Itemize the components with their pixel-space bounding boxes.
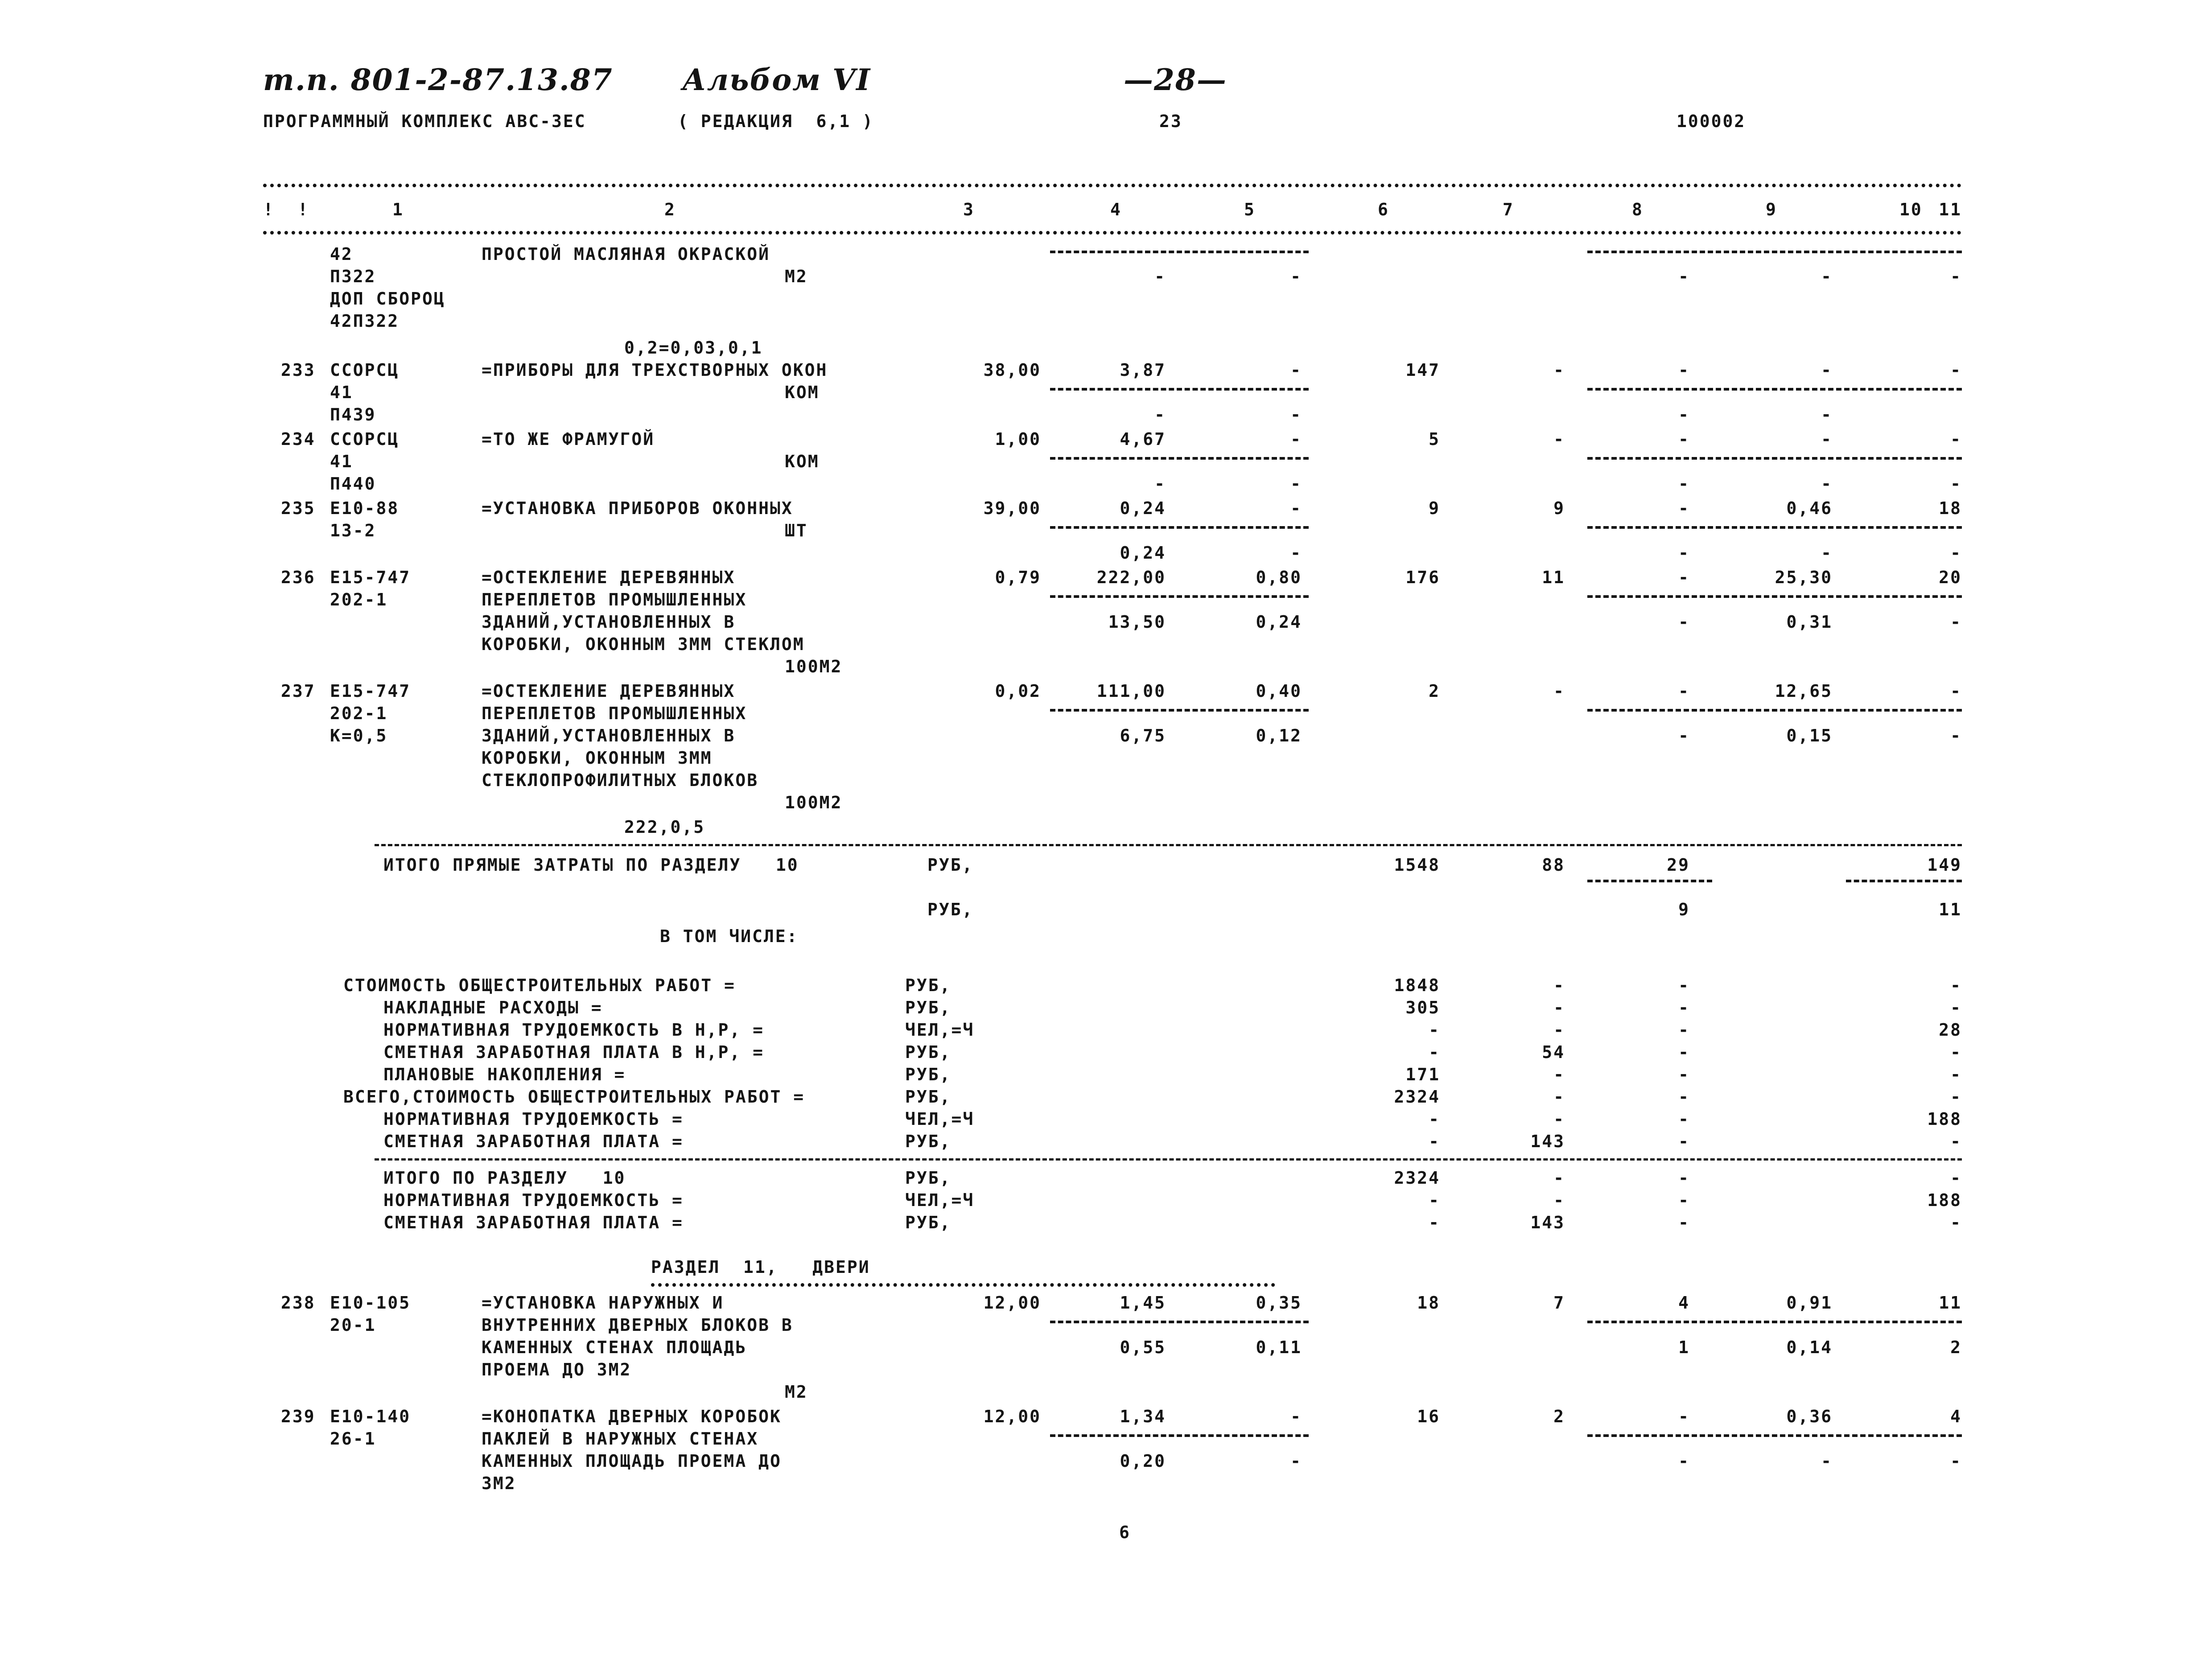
cell-c5: 1,45	[1120, 1293, 1166, 1313]
cell-c8: 143	[1530, 1132, 1565, 1151]
rule	[1587, 388, 1962, 391]
cell-c7: 16	[1417, 1407, 1440, 1426]
item-name: ПАКЛЕЙ В НАРУЖНЫХ СТЕНАХ	[482, 1429, 759, 1449]
cell-c5: 1,34	[1120, 1407, 1166, 1426]
item-name: КАМЕННЫХ ПЛОЩАДЬ ПРОЕМА ДО	[482, 1451, 782, 1471]
cell-c5b: 13,50	[1108, 612, 1166, 632]
cell-c11b: -	[1950, 543, 1962, 563]
cell-c11: -	[1950, 1065, 1962, 1084]
cell-c5b: 0,24	[1120, 543, 1166, 563]
cell-c6b: 0,24	[1256, 612, 1302, 632]
item-number: 239	[281, 1407, 316, 1426]
item-unit: 100М2	[785, 793, 843, 812]
item-code: Е15-747	[330, 681, 411, 701]
cell-c9: -	[1678, 1213, 1690, 1232]
item-code: 41	[330, 383, 353, 402]
cell-c9b: -	[1678, 726, 1690, 745]
item-code: 13-2	[330, 521, 376, 540]
item-number: 233	[281, 360, 316, 380]
cell-c9: 4	[1678, 1293, 1690, 1313]
cell-c9: -	[1678, 1065, 1690, 1084]
breakdown-label: ВСЕГО,СТОИМОСТЬ ОБЩЕСТРОИТЕЛЬНЫХ РАБОТ =	[343, 1087, 805, 1107]
cell-c11: 188	[1927, 1190, 1962, 1210]
total-direct-unit: РУБ,	[927, 900, 974, 919]
cell-c7: 305	[1405, 998, 1440, 1017]
item-code: Е10-88	[330, 498, 400, 518]
item-number: 236	[281, 568, 316, 587]
cell-c7: 176	[1405, 568, 1440, 587]
cell-c7: 147	[1405, 360, 1440, 380]
item-unit: ШТ	[785, 521, 808, 540]
cell-c10: 0,91	[1786, 1293, 1833, 1313]
cell-c8: -	[1553, 681, 1565, 701]
cell-c11: -	[1950, 998, 1962, 1017]
cell-c11: -	[1950, 429, 1962, 449]
rule	[1587, 251, 1962, 253]
cell-c9b: -	[1678, 1451, 1690, 1471]
cell-c9: -	[1678, 1407, 1690, 1426]
cell-c9: -	[1678, 360, 1690, 380]
rule	[375, 1158, 1962, 1161]
cell-c7: -	[1429, 1132, 1440, 1151]
cell-c11b: 2	[1950, 1338, 1962, 1357]
total-direct-label: ИТОГО ПРЯМЫЕ ЗАТРАТЫ ПО РАЗДЕЛУ 10	[383, 855, 799, 875]
rule	[1050, 709, 1309, 712]
rule	[1587, 526, 1962, 529]
item-name: ПРОСТОЙ МАСЛЯНАЯ ОКРАСКОЙ	[482, 244, 770, 264]
cell-c8: -	[1553, 360, 1565, 380]
cell-c9b: -	[1678, 474, 1690, 494]
column-header-5: 5	[1244, 200, 1256, 219]
cell-c5: 4,67	[1120, 429, 1166, 449]
item-name: ВНУТРЕННИХ ДВЕРНЫХ БЛОКОВ В	[482, 1315, 793, 1335]
cell-c10: 0,36	[1786, 1407, 1833, 1426]
item-name: =ОСТЕКЛЕНИЕ ДЕРЕВЯННЫХ	[482, 568, 736, 587]
breakdown-unit: РУБ,	[905, 998, 952, 1017]
cell-c6: -	[1290, 498, 1302, 518]
item-number: 237	[281, 681, 316, 701]
breakdown-label: НОРМАТИВНАЯ ТРУДОЕМКОСТЬ В Н,Р, =	[383, 1020, 764, 1040]
breakdown-label: СМЕТНАЯ ЗАРАБОТНАЯ ПЛАТА =	[383, 1132, 684, 1151]
cell-c8: 54	[1542, 1042, 1565, 1062]
rule	[1587, 1321, 1962, 1323]
cell-c11: -	[1950, 360, 1962, 380]
item-name: =УСТАНОВКА ПРИБОРОВ ОКОННЫХ	[482, 498, 793, 518]
section-total-unit: ЧЕЛ,=Ч	[905, 1190, 975, 1210]
cell-c5b: 0,55	[1120, 1338, 1166, 1357]
cell-dash: -	[1290, 267, 1302, 286]
item-name: =ТО ЖЕ ФРАМУГОЙ	[482, 429, 655, 449]
code-number: 100002	[1677, 111, 1746, 131]
item-name: ЗДАНИЙ,УСТАНОВЛЕННЫХ В	[482, 726, 736, 745]
breakdown-label: СТОИМОСТЬ ОБЩЕСТРОИТЕЛЬНЫХ РАБОТ =	[343, 976, 736, 995]
item-name: КОРОБКИ, ОКОННЫМ 3ММ	[482, 748, 713, 768]
cell-c9b: 9	[1678, 900, 1690, 919]
item-code: 202-1	[330, 704, 388, 723]
cell-c10: -	[1821, 429, 1833, 449]
cell-c10b: 0,15	[1786, 726, 1833, 745]
column-header-1: 1	[392, 200, 404, 219]
cell-c5: 111,00	[1096, 681, 1166, 701]
cell-c9: -	[1678, 1020, 1690, 1040]
cell-c7: 2324	[1394, 1087, 1440, 1107]
edition: ( РЕДАКЦИЯ 6,1 )	[678, 111, 874, 131]
cell-c4: 1,00	[995, 429, 1041, 449]
cell-c9: -	[1678, 568, 1690, 587]
cell-c8: -	[1553, 1065, 1565, 1084]
cell-c7: 9	[1429, 498, 1440, 518]
cell-c7: 2324	[1394, 1168, 1440, 1188]
cell-c4: 0,02	[995, 681, 1041, 701]
item-name: =ОСТЕКЛЕНИЕ ДЕРЕВЯННЫХ	[482, 681, 736, 701]
cell-c9b: -	[1678, 543, 1690, 563]
rule	[1050, 388, 1309, 391]
cell-c8: 11	[1542, 568, 1565, 587]
cell-c4: 38,00	[983, 360, 1041, 380]
cell-c9: -	[1678, 998, 1690, 1017]
cell-c11: -	[1950, 1042, 1962, 1062]
item-code: 42	[330, 244, 353, 264]
cell-c11: 188	[1927, 1109, 1962, 1129]
cell-c9: -	[1678, 681, 1690, 701]
breakdown-label: НОРМАТИВНАЯ ТРУДОЕМКОСТЬ =	[383, 1109, 684, 1129]
item-name: 3М2	[482, 1474, 516, 1493]
column-header-8: 8	[1632, 200, 1644, 219]
cell-c8: 2	[1553, 1407, 1565, 1426]
cell-c11: 20	[1939, 568, 1962, 587]
breakdown-unit: РУБ,	[905, 1042, 952, 1062]
item-unit: 100М2	[785, 657, 843, 676]
item-unit: КОМ	[785, 452, 820, 471]
cell-c11: -	[1950, 1132, 1962, 1151]
item-name: СТЕКЛОПРОФИЛИТНЫХ БЛОКОВ	[482, 770, 759, 790]
cell-c4: 39,00	[983, 498, 1041, 518]
cell-dash: -	[1821, 267, 1833, 286]
cell-c11: 18	[1939, 498, 1962, 518]
breakdown-unit: РУБ,	[905, 976, 952, 995]
cell-c6b: 0,11	[1256, 1338, 1302, 1357]
cell-c8: 143	[1530, 1213, 1565, 1232]
column-header-3: 3	[963, 200, 975, 219]
cell-c10: 12,65	[1775, 681, 1833, 701]
item-number: 234	[281, 429, 316, 449]
cell-c7: 171	[1405, 1065, 1440, 1084]
cell-c6: -	[1290, 360, 1302, 380]
cell-c8: -	[1553, 1190, 1565, 1210]
rule	[1587, 880, 1712, 882]
cell-c6b: -	[1290, 543, 1302, 563]
cell-c6: 0,40	[1256, 681, 1302, 701]
cell-c4: 12,00	[983, 1407, 1041, 1426]
section-total-label: СМЕТНАЯ ЗАРАБОТНАЯ ПЛАТА =	[383, 1213, 684, 1232]
breakdown-label: СМЕТНАЯ ЗАРАБОТНАЯ ПЛАТА В Н,Р, =	[383, 1042, 764, 1062]
cell-c11: -	[1950, 681, 1962, 701]
item-name: КАМЕННЫХ СТЕНАХ ПЛОЩАДЬ	[482, 1338, 747, 1357]
column-header-10: 10	[1899, 200, 1923, 219]
cell-c10b: -	[1821, 543, 1833, 563]
item-name: ПЕРЕПЛЕТОВ ПРОМЫШЛЕННЫХ	[482, 590, 747, 609]
rule	[651, 1283, 1275, 1287]
section-total-unit: РУБ,	[905, 1213, 952, 1232]
cell-c6b: -	[1290, 405, 1302, 424]
item-name: =УСТАНОВКА НАРУЖНЫХ И	[482, 1293, 724, 1313]
cell-c10: 0,46	[1786, 498, 1833, 518]
cell-c6: -	[1290, 429, 1302, 449]
rule	[1050, 1321, 1309, 1323]
cell-c9: -	[1678, 1190, 1690, 1210]
item-code: ССОРСЦ	[330, 429, 400, 449]
cell-c9b: -	[1678, 612, 1690, 632]
top-rule	[263, 184, 1962, 187]
cell-c5: 0,24	[1120, 498, 1166, 518]
item-name: КОРОБКИ, ОКОННЫМ 3ММ СТЕКЛОМ	[482, 634, 805, 654]
rule	[1846, 880, 1962, 882]
item-name: ПРОЕМА ДО 3М2	[482, 1360, 632, 1379]
breakdown-label: ПЛАНОВЫЕ НАКОПЛЕНИЯ =	[383, 1065, 626, 1084]
breakdown-unit: ЧЕЛ,=Ч	[905, 1109, 975, 1129]
cell-c11b: 11	[1939, 900, 1962, 919]
rule	[1587, 709, 1962, 712]
rule	[1587, 457, 1962, 460]
item-code: 26-1	[330, 1429, 376, 1449]
rule	[1587, 595, 1962, 598]
cell-c5b: 6,75	[1120, 726, 1166, 745]
cell-c9: -	[1678, 1109, 1690, 1129]
including-label: В ТОМ ЧИСЛЕ:	[660, 926, 799, 946]
section-title: РАЗДЕЛ 11, ДВЕРИ	[651, 1257, 870, 1277]
column-header-11: 11	[1939, 200, 1962, 219]
cell-c8: -	[1553, 1168, 1565, 1188]
cell-c10b: 0,31	[1786, 612, 1833, 632]
cell-c9: -	[1678, 498, 1690, 518]
breakdown-unit: РУБ,	[905, 1132, 952, 1151]
cell-c11: -	[1950, 976, 1962, 995]
item-code: ДОП СБОРОЦ	[330, 289, 445, 309]
cell-c4: 0,79	[995, 568, 1041, 587]
item-code: Е10-140	[330, 1407, 411, 1426]
formula: 0,2=0,03,0,1	[624, 338, 763, 358]
cell-c5: 3,87	[1120, 360, 1166, 380]
item-name: ПЕРЕПЛЕТОВ ПРОМЫШЛЕННЫХ	[482, 704, 747, 723]
section-total-label: ИТОГО ПО РАЗДЕЛУ 10	[383, 1168, 626, 1188]
cell-c8: -	[1553, 1109, 1565, 1129]
column-header-4: 4	[1110, 200, 1122, 219]
cell-c10b: -	[1821, 474, 1833, 494]
cell-c10b: -	[1821, 405, 1833, 424]
breakdown-unit: РУБ,	[905, 1087, 952, 1107]
cell-dash: -	[1950, 267, 1962, 286]
item-code: П322	[330, 267, 376, 286]
cell-c7: 1848	[1394, 976, 1440, 995]
album-label: Альбом VI	[682, 62, 871, 97]
item-code: 202-1	[330, 590, 388, 609]
cell-c6: -	[1290, 1407, 1302, 1426]
item-code: К=0,5	[330, 726, 388, 745]
cell-c11b: -	[1950, 726, 1962, 745]
cell-c10b: -	[1821, 1451, 1833, 1471]
cell-dash: -	[1154, 267, 1166, 286]
cell-c10b: 0,14	[1786, 1338, 1833, 1357]
cell-c9b: -	[1678, 405, 1690, 424]
cell-c8: 7	[1553, 1293, 1565, 1313]
cell-c7: 18	[1417, 1293, 1440, 1313]
cell-c11: -	[1950, 1087, 1962, 1107]
breakdown-unit: ЧЕЛ,=Ч	[905, 1020, 975, 1040]
rule	[1050, 526, 1309, 529]
cell-c5b: -	[1154, 405, 1166, 424]
cell-c7: -	[1429, 1042, 1440, 1062]
item-code: П440	[330, 474, 376, 494]
item-code: П439	[330, 405, 376, 424]
item-unit: КОМ	[785, 383, 820, 402]
cell-c8: -	[1553, 1087, 1565, 1107]
cell-c7: 1548	[1394, 855, 1440, 875]
cell-c11b: -	[1950, 474, 1962, 494]
section-total-unit: РУБ,	[905, 1168, 952, 1188]
cell-c11: 4	[1950, 1407, 1962, 1426]
item-number: 235	[281, 498, 316, 518]
rule	[1050, 251, 1309, 253]
rule	[1050, 457, 1309, 460]
cell-c8: -	[1553, 998, 1565, 1017]
cell-c7: -	[1429, 1020, 1440, 1040]
item-unit: М2	[785, 267, 808, 286]
cell-c9: -	[1678, 976, 1690, 995]
cell-c6b: -	[1290, 1451, 1302, 1471]
cell-c8: -	[1553, 1020, 1565, 1040]
cell-c6b: 0,12	[1256, 726, 1302, 745]
item-code: ССОРСЦ	[330, 360, 400, 380]
footer-mark: 6	[1119, 1523, 1131, 1542]
column-header-7: 7	[1503, 200, 1514, 219]
cell-c5b: 0,20	[1120, 1451, 1166, 1471]
cell-c11b: -	[1950, 1451, 1962, 1471]
cell-c8: -	[1553, 976, 1565, 995]
sheet-number: 23	[1159, 111, 1182, 131]
cell-c7: -	[1429, 1213, 1440, 1232]
cell-c7: 2	[1429, 681, 1440, 701]
cell-c11: 11	[1939, 1293, 1962, 1313]
cell-c9: -	[1678, 429, 1690, 449]
cell-c9b: 1	[1678, 1338, 1690, 1357]
cell-c10: 25,30	[1775, 568, 1833, 587]
item-name: =КОНОПАТКА ДВЕРНЫХ КОРОБОК	[482, 1407, 782, 1426]
cell-c11: 149	[1927, 855, 1962, 875]
cell-c7: 5	[1429, 429, 1440, 449]
breakdown-unit: РУБ,	[905, 1065, 952, 1084]
cell-c8: -	[1553, 429, 1565, 449]
header-rule	[263, 231, 1962, 235]
item-number: 238	[281, 1293, 316, 1313]
page-number: —28—	[1124, 62, 1227, 97]
breakdown-label: НАКЛАДНЫЕ РАСХОДЫ =	[383, 998, 603, 1017]
cell-c7: -	[1429, 1190, 1440, 1210]
cell-c5b: -	[1154, 474, 1166, 494]
cell-c5: 222,00	[1096, 568, 1166, 587]
section-total-label: НОРМАТИВНАЯ ТРУДОЕМКОСТЬ =	[383, 1190, 684, 1210]
program-name: ПРОГРАММНЫЙ КОМПЛЕКС АВС-3ЕС	[263, 111, 586, 131]
column-separators: ! !	[263, 200, 309, 219]
cell-dash: -	[1678, 267, 1690, 286]
cell-c11b: -	[1950, 612, 1962, 632]
rule	[1587, 1434, 1962, 1437]
rule	[1050, 1434, 1309, 1437]
cell-c6: 0,35	[1256, 1293, 1302, 1313]
rule	[1050, 595, 1309, 598]
item-code: 41	[330, 452, 353, 471]
item-name: ЗДАНИЙ,УСТАНОВЛЕННЫХ В	[482, 612, 736, 632]
doc-code: т.п. 801-2-87.13.87	[263, 62, 613, 97]
cell-c7: -	[1429, 1109, 1440, 1129]
cell-c8: 88	[1542, 855, 1565, 875]
cell-c4: 12,00	[983, 1293, 1041, 1313]
cell-c6: 0,80	[1256, 568, 1302, 587]
column-header-9: 9	[1766, 200, 1777, 219]
cell-c11: -	[1950, 1213, 1962, 1232]
cell-c9: -	[1678, 1168, 1690, 1188]
cell-c11: -	[1950, 1168, 1962, 1188]
formula: 222,0,5	[624, 817, 705, 837]
item-name: =ПРИБОРЫ ДЛЯ ТРЕХСТВОРНЫХ ОКОН	[482, 360, 828, 380]
cell-c9: -	[1678, 1087, 1690, 1107]
total-direct-unit: РУБ,	[927, 855, 974, 875]
cell-c11: 28	[1939, 1020, 1962, 1040]
cell-c9: -	[1678, 1042, 1690, 1062]
item-code: Е15-747	[330, 568, 411, 587]
rule	[375, 844, 1962, 846]
cell-c10: -	[1821, 360, 1833, 380]
column-header-2: 2	[664, 200, 676, 219]
cell-c6b: -	[1290, 474, 1302, 494]
item-unit: М2	[785, 1382, 808, 1402]
cell-c9: 29	[1667, 855, 1690, 875]
item-code: 20-1	[330, 1315, 376, 1335]
cell-c8: 9	[1553, 498, 1565, 518]
item-code: Е10-105	[330, 1293, 411, 1313]
item-code: 42П322	[330, 311, 400, 331]
column-header-6: 6	[1378, 200, 1389, 219]
cell-c9: -	[1678, 1132, 1690, 1151]
